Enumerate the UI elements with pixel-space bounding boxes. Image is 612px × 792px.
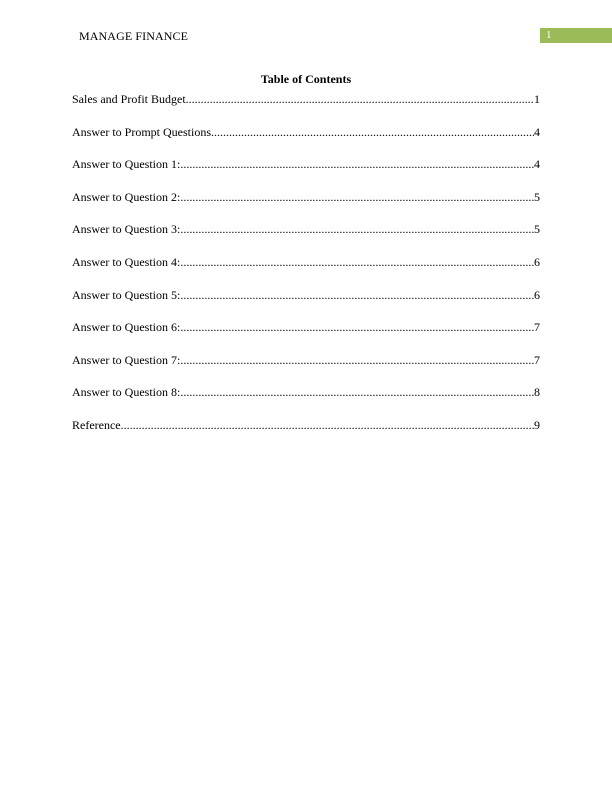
toc-entry[interactable] [72, 157, 540, 173]
toc-entry[interactable] [72, 288, 540, 304]
toc-entry[interactable] [72, 190, 540, 206]
toc-heading: Table of Contents [260, 72, 352, 86]
toc-leader-dots [211, 125, 534, 140]
toc-entry-label: Answer to Question 6: [72, 320, 181, 335]
toc-entry-label: Answer to Question 5: [72, 287, 181, 302]
toc-entry-label: Answer to Question 3: [72, 222, 181, 237]
toc-list [72, 92, 540, 451]
toc-entry[interactable] [72, 385, 540, 401]
toc-entry-page: 4 [534, 157, 540, 172]
toc-entry-label: Answer to Question 4: [72, 254, 181, 269]
toc-entry-page: 5 [534, 222, 540, 237]
toc-leader-dots [180, 222, 534, 237]
toc-leader-dots [180, 255, 534, 270]
page-number-box [540, 28, 612, 43]
running-header-title: MANAGE FINANCE [79, 29, 189, 43]
toc-entry-page: 8 [534, 385, 540, 400]
toc-entry-page: 4 [534, 124, 540, 139]
page-number: 1 [546, 29, 552, 41]
toc-entry[interactable] [72, 92, 540, 108]
toc-entry[interactable] [72, 418, 540, 434]
toc-entry-label: Answer to Question 1: [72, 157, 181, 172]
toc-entry-label: Answer to Question 8: [72, 385, 181, 400]
toc-leader-dots [186, 92, 534, 107]
toc-entry-page: 9 [534, 417, 540, 432]
toc-entry-label: Answer to Prompt Questions [72, 124, 211, 139]
toc-entry-page: 1 [534, 92, 540, 106]
toc-leader-dots [180, 353, 534, 368]
toc-entry-label: Answer to Question 2: [72, 189, 181, 204]
toc-entry-page: 5 [534, 189, 540, 204]
toc-leader-dots [180, 320, 534, 335]
toc-entry-page: 7 [534, 320, 540, 335]
toc-entry[interactable] [72, 125, 540, 141]
toc-leader-dots [180, 157, 534, 172]
toc-entry-label: Answer to Question 7: [72, 352, 181, 367]
toc-entry[interactable] [72, 320, 540, 336]
toc-entry[interactable] [72, 255, 540, 271]
toc-entry[interactable] [72, 222, 540, 238]
toc-entry-label: Reference [72, 417, 121, 432]
toc-leader-dots [121, 418, 534, 433]
toc-entry[interactable] [72, 353, 540, 369]
toc-entry-label: Sales and Profit Budget [72, 92, 186, 106]
toc-leader-dots [180, 288, 534, 303]
toc-leader-dots [180, 190, 534, 205]
toc-entry-page: 6 [534, 287, 540, 302]
toc-leader-dots [180, 385, 534, 400]
toc-entry-page: 7 [534, 352, 540, 367]
toc-entry-page: 6 [534, 254, 540, 269]
